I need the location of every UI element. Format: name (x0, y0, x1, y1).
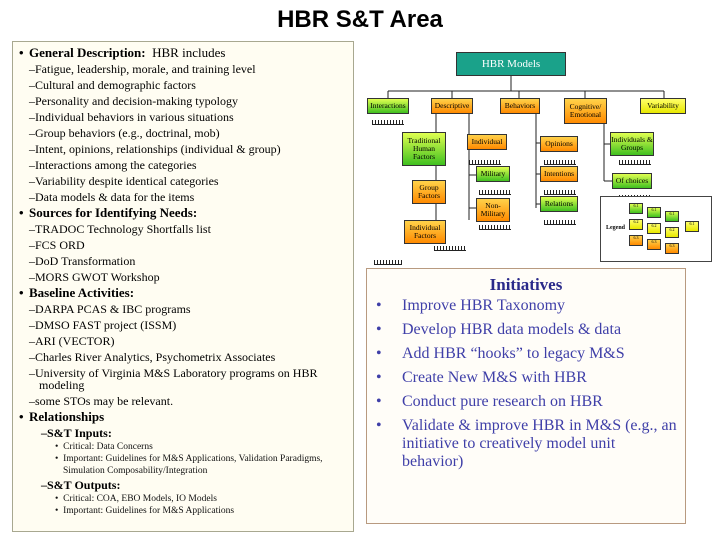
relationships-heading: • Relationships (19, 409, 105, 424)
node-of-choices: Of choices (612, 173, 652, 189)
hbr-models-diagram (364, 50, 714, 265)
list-item: –Individual behaviors in various situations (29, 110, 234, 124)
node-intentions: Intentions (540, 166, 578, 182)
initiative-item: • Conduct pure research on HBR (376, 393, 603, 410)
list-item: –DMSO FAST project (ISSM) (29, 318, 177, 332)
subitems-comb (374, 260, 402, 265)
node-group-factors: Group Factors (412, 180, 446, 204)
category-behaviors: Behaviors (500, 98, 540, 114)
legend-swatch: 6.1 (685, 221, 699, 232)
legend-swatch: 6.2 (629, 219, 643, 230)
list-item: • Critical: COA, EBO Models, IO Models (55, 494, 217, 504)
subitems-comb (619, 160, 651, 165)
legend-swatch: 6.2 (647, 223, 661, 234)
legend-swatch: 6.1 (665, 211, 679, 222)
list-item: –Variability despite identical categories (29, 174, 219, 188)
initiative-item: • Validate & improve HBR in M&S (e.g., an initiative to creatively model unit behavior) (376, 417, 677, 470)
list-item: –FCS ORD (29, 238, 85, 252)
subitems-comb (434, 246, 466, 251)
initiative-item: • Add HBR “hooks” to legacy M&S (376, 345, 625, 362)
list-item: • Important: Guidelines for M&S Applications, Validation Paradigms, Simulation Composability/Integration (55, 454, 323, 476)
subitems-comb (372, 120, 404, 125)
list-item: • Critical: Data Concerns (55, 442, 153, 452)
node-non-military: Non-Military (476, 198, 510, 222)
inputs-heading: –S&T Inputs: (41, 426, 112, 440)
legend-swatch: 6.2 (665, 227, 679, 238)
node-relations: Relations (540, 196, 578, 212)
legend-swatch: 6.3 (629, 235, 643, 246)
legend-swatch: 6.3 (647, 239, 661, 250)
legend-swatch: 6.1 (629, 203, 643, 214)
category-descriptive: Descriptive (431, 98, 473, 114)
node-individual-factors: Individual Factors (404, 220, 446, 244)
category-variability: Variability (640, 98, 686, 114)
list-item: –Fatigue, leadership, morale, and training level (29, 62, 256, 76)
diagram-legend (600, 196, 712, 262)
baseline-heading: • Baseline Activities: (19, 285, 135, 300)
node-opinions: Opinions (540, 136, 578, 152)
initiatives-title: Initiatives (489, 275, 563, 294)
page-title: HBR S&T Area (277, 6, 443, 33)
list-item: –DoD Transformation (29, 254, 136, 268)
list-item: –some STOs may be relevant. (29, 394, 174, 408)
outputs-heading: –S&T Outputs: (41, 478, 121, 492)
subitems-comb (469, 160, 501, 165)
list-item: –University of Virginia M&S Laboratory programs on HBR modeling (29, 366, 318, 392)
list-item: –DARPA PCAS & IBC programs (29, 302, 191, 316)
legend-label: Legend (606, 225, 626, 231)
sources-heading: • Sources for Identifying Needs: (19, 205, 198, 220)
category-cognitive-emotional: Cognitive/ Emotional (564, 98, 607, 124)
node-military: Military (476, 166, 510, 182)
legend-swatch: 6.3 (665, 243, 679, 254)
node-individuals-groups: Individuals & Groups (610, 132, 654, 156)
list-item: –Interactions among the categories (29, 158, 197, 172)
list-item: –TRADOC Technology Shortfalls list (29, 222, 211, 236)
list-item: –Group behaviors (e.g., doctrinal, mob) (29, 126, 220, 140)
general-description-heading: • General Description: HBR includes (19, 45, 226, 60)
list-item: –Data models & data for the items (29, 190, 195, 204)
initiative-item: • Improve HBR Taxonomy (376, 297, 566, 314)
legend-swatch: 6.1 (647, 207, 661, 218)
subitems-comb (479, 225, 511, 230)
category-interactions: Interactions (367, 98, 409, 114)
initiatives-panel (366, 268, 686, 524)
node-traditional-human-factors: Traditional Human Factors (402, 132, 446, 166)
list-item: –MORS GWOT Workshop (29, 270, 160, 284)
description-panel (12, 41, 354, 532)
list-item: • Important: Guidelines for M&S Applications (55, 506, 235, 516)
hbr-models-node: HBR Models (456, 52, 566, 76)
list-item: –Personality and decision-making typology (29, 94, 238, 108)
node-individual: Individual (467, 134, 507, 150)
initiative-item: • Create New M&S with HBR (376, 369, 587, 386)
list-item: –Intent, opinions, relationships (individual & group) (29, 142, 281, 156)
list-item: –Charles River Analytics, Psychometrix Associates (29, 350, 276, 364)
list-item: –ARI (VECTOR) (29, 334, 115, 348)
subitems-comb (544, 160, 576, 165)
list-item: –Cultural and demographic factors (29, 78, 196, 92)
subitems-comb (544, 190, 576, 195)
subitems-comb (544, 220, 576, 225)
subitems-comb (479, 190, 511, 195)
initiative-item: • Develop HBR data models & data (376, 321, 622, 338)
